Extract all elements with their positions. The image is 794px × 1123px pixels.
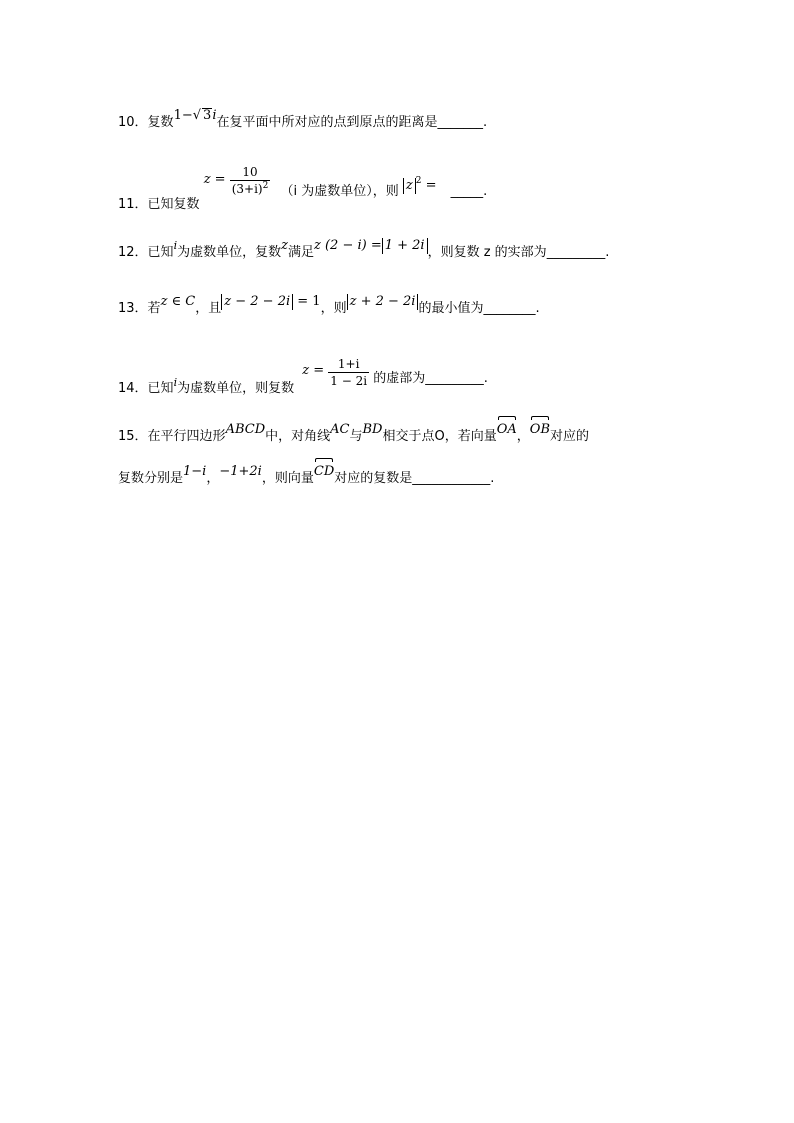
question-number: 14． [118,381,148,396]
question-text: 复数 [147,115,174,130]
question-text: 的最小值为 [418,301,484,316]
math-expression: z (2 − i) = 1 + 2i [314,237,428,255]
answer-blank[interactable]: _______ [437,115,483,130]
answer-blank[interactable]: ____________ [412,471,491,486]
answer-blank[interactable]: _________ [425,371,484,386]
question-text: 的虚部为 [373,371,426,386]
math-ac: AC [330,422,350,437]
question-13: 13．若z ∈ C，且 z − 2 − 2i = 1，则 z + 2 − 2i 的最小值为________. [118,294,540,316]
math-fraction: $\frac{10}{(3+i)^2}$ [231,165,269,196]
question-text: 对应的 [550,429,590,444]
question-14: 14．已知$_i$为虚数单位，则复数 z = $\frac{1+i}{1 - 2i}$ 的虚部为_________. [118,357,488,396]
question-12: 12．已知i为虚数单位，复数z满足z (2 − i) = 1 + 2i ，则复数 z 的实部为_________. [118,238,610,260]
question-text: 已知 [147,381,174,396]
question-text: 若 [147,301,161,316]
question-number: 12． [118,245,148,260]
math-value-2: −1+2i [219,464,262,479]
question-text: 在复平面中所对应的点到原点的距离是 [216,115,438,130]
math-expression: z − 2 − 2i = 1 [221,293,320,311]
question-10: 10．复数1−√ 3i在复平面中所对应的点到原点的距离是_______. [118,108,488,130]
math-bd: BD [362,422,383,437]
question-text: 已知 [147,245,174,260]
question-number: 10． [118,115,148,130]
question-15-continued: 复数分别是1−i，−1+2i，则向量CD对应的复数是____________. [118,464,495,486]
answer-blank[interactable]: _____ [450,184,484,199]
question-text: 在平行四边形 [147,429,226,444]
math-expression: z + 2 − 2i [347,293,419,311]
math-expression: z $^2$ = [403,178,437,193]
question-number: 15． [118,429,148,444]
question-11: 11．已知复数 z = $\frac{10}{(3+i)^2}$ （i 为虚数单位），则 z $^2$ = _____. [118,165,488,212]
math-condition: z ∈ C [160,294,196,309]
math-i: i [173,239,178,252]
math-i: i [173,376,178,389]
vector-oa: OA [496,422,517,437]
question-number: 11． [118,197,148,212]
question-text: （i 为虚数单位），则 [280,184,399,199]
math-fraction: $\frac{1+i}{1 - 2i}$ [330,357,368,388]
question-text: ，则 [320,301,347,316]
answer-blank[interactable]: _________ [546,245,606,260]
vector-cd: CD [313,464,335,479]
question-number: 13． [118,301,148,316]
question-text: 满足 [287,245,314,260]
question-text: 已知复数 [147,197,200,212]
question-text: 为虚数单位，则复数 [177,381,295,396]
answer-blank[interactable]: ________ [483,301,536,316]
math-abcd: ABCD [225,422,266,437]
math-lhs: z = [302,363,325,378]
math-lhs: z = [203,172,226,187]
question-15: 15．在平行四边形ABCD中，对角线AC与BD相交于点O，若向量OA，OB对应的 [118,422,590,444]
question-text: 为虚数单位，复数 [177,245,282,260]
question-text: 相交于点O，若向量 [382,429,497,444]
question-text: 复数分别是 [118,471,184,486]
vector-ob: OB [529,422,550,437]
question-text: 与 [349,429,363,444]
question-text: 对应的复数是 [334,471,413,486]
math-z: z [281,238,288,253]
math-value-1: 1−i [183,464,207,479]
question-text: ，则向量 [261,471,314,486]
math-expression: 1−√ 3i [173,108,217,123]
question-text: 中，对角线 [265,429,331,444]
question-text: ，则复数 z 的实部为 [427,245,547,260]
question-text: ，且 [195,301,222,316]
